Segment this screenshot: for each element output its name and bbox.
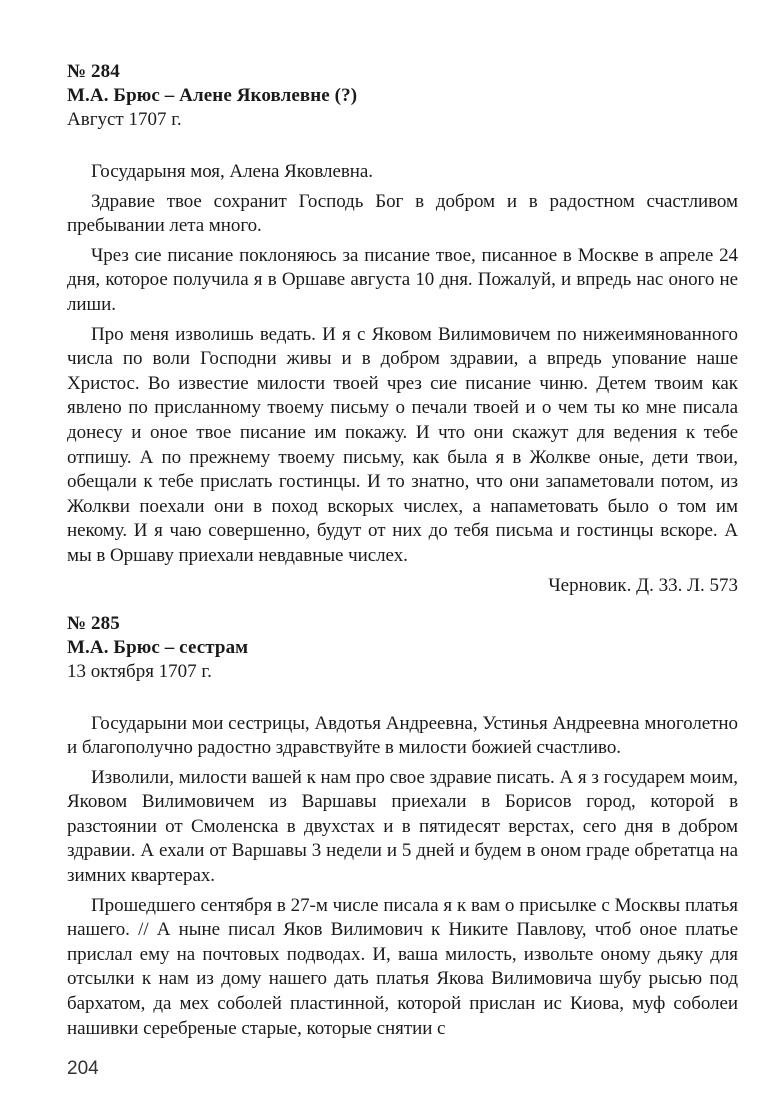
source-reference: Черновик. Д. 33. Л. 573 xyxy=(548,574,738,596)
entry-285 xyxy=(67,612,738,1042)
entry-date: 13 октября 1707 г. xyxy=(67,660,212,682)
paragraph: Чрез сие писание поклоняюсь за писание твое, писанное в Москве в апреле 24 дня, которое получила я в Оршаве августа 10 дня. Пожалуй, и впредь нас оного не лиши. xyxy=(67,244,738,315)
salutation: Государыня моя, Алена Яковлевна. xyxy=(91,161,373,182)
entry-number: № 284 xyxy=(67,61,120,82)
entry-284 xyxy=(67,60,738,598)
entry-title: М.А. Брюс – Алене Яковлевне (?) xyxy=(67,85,358,106)
page-number: 204 xyxy=(67,1058,99,1079)
entry-date: Август 1707 г. xyxy=(67,109,182,130)
paragraph: Прошедшего сентября в 27-м числе писала я к вам о присылке с Москвы платья нашего. // А ныне писал Яков Вилимович к Никите Павлову, чтоб оное платье прислал ему на почтовых подводах. И, ваша милость, извольте оному дьяку для отсылки к нам из дому нашего дать платья Якова Вилимовича шубу рысью под бархатом, да мех соболей пластинной, которой прислан ис Киова, муф соболеи нашивки серебреные старые, которые снятии с xyxy=(67,894,738,1039)
paragraph: Изволили, милости вашей к нам про свое здравие писать. А я з государем моим, Яковом Вилимовичем из Варшавы приехали в Борисов город, которой в разстоянии от Смоленска в двухстах и в пятидесят верстах, сего дня в добром здравии. А ехали от Варшавы 3 недели и 5 дней и будем в оном граде обретатца на зимних квартерах. xyxy=(67,766,738,887)
paragraph: Здравие твое сохранит Господь Бог в добром и в радостном счастливом пребывании лета много. xyxy=(67,190,738,237)
entry-title: М.А. Брюс – сестрам xyxy=(67,636,249,658)
entry-number: № 285 xyxy=(67,612,120,634)
document-page xyxy=(67,60,738,1046)
paragraph: Про меня изволишь ведать. И я с Яковом Вилимовичем по нижеимянованного числа по воли Господни живы и в добром здравии, а впредь упование наше Христос. Во известие милости твоей чрез сие писание чиню. Детем твоим как явлено по присланному твоему письму о печали твоей и о чем ты ко мне писала донесу и оное твое писание им покажу. И что они скажут для ведения к тебе отпишу. А по прежнему твоему письму, как была я в Жолкве оные, дети твои, обещали к тебе прислать гостинцы. И то знатно, что они запаметовали потом, из Жолкви поехали они в поход вскорых числех, а напаметовать было о том им некому. И я чаю совершенно, будут от них до тебя письма и гостинцы вскоре. А мы в Оршаву приехали невдавные числех. xyxy=(67,323,738,566)
salutation: Государыни мои сестрицы, Авдотья Андреевна, Устинья Андреевна многолетно и благополучно радостно здравствуйте в милости божией счастливо. xyxy=(67,712,738,759)
